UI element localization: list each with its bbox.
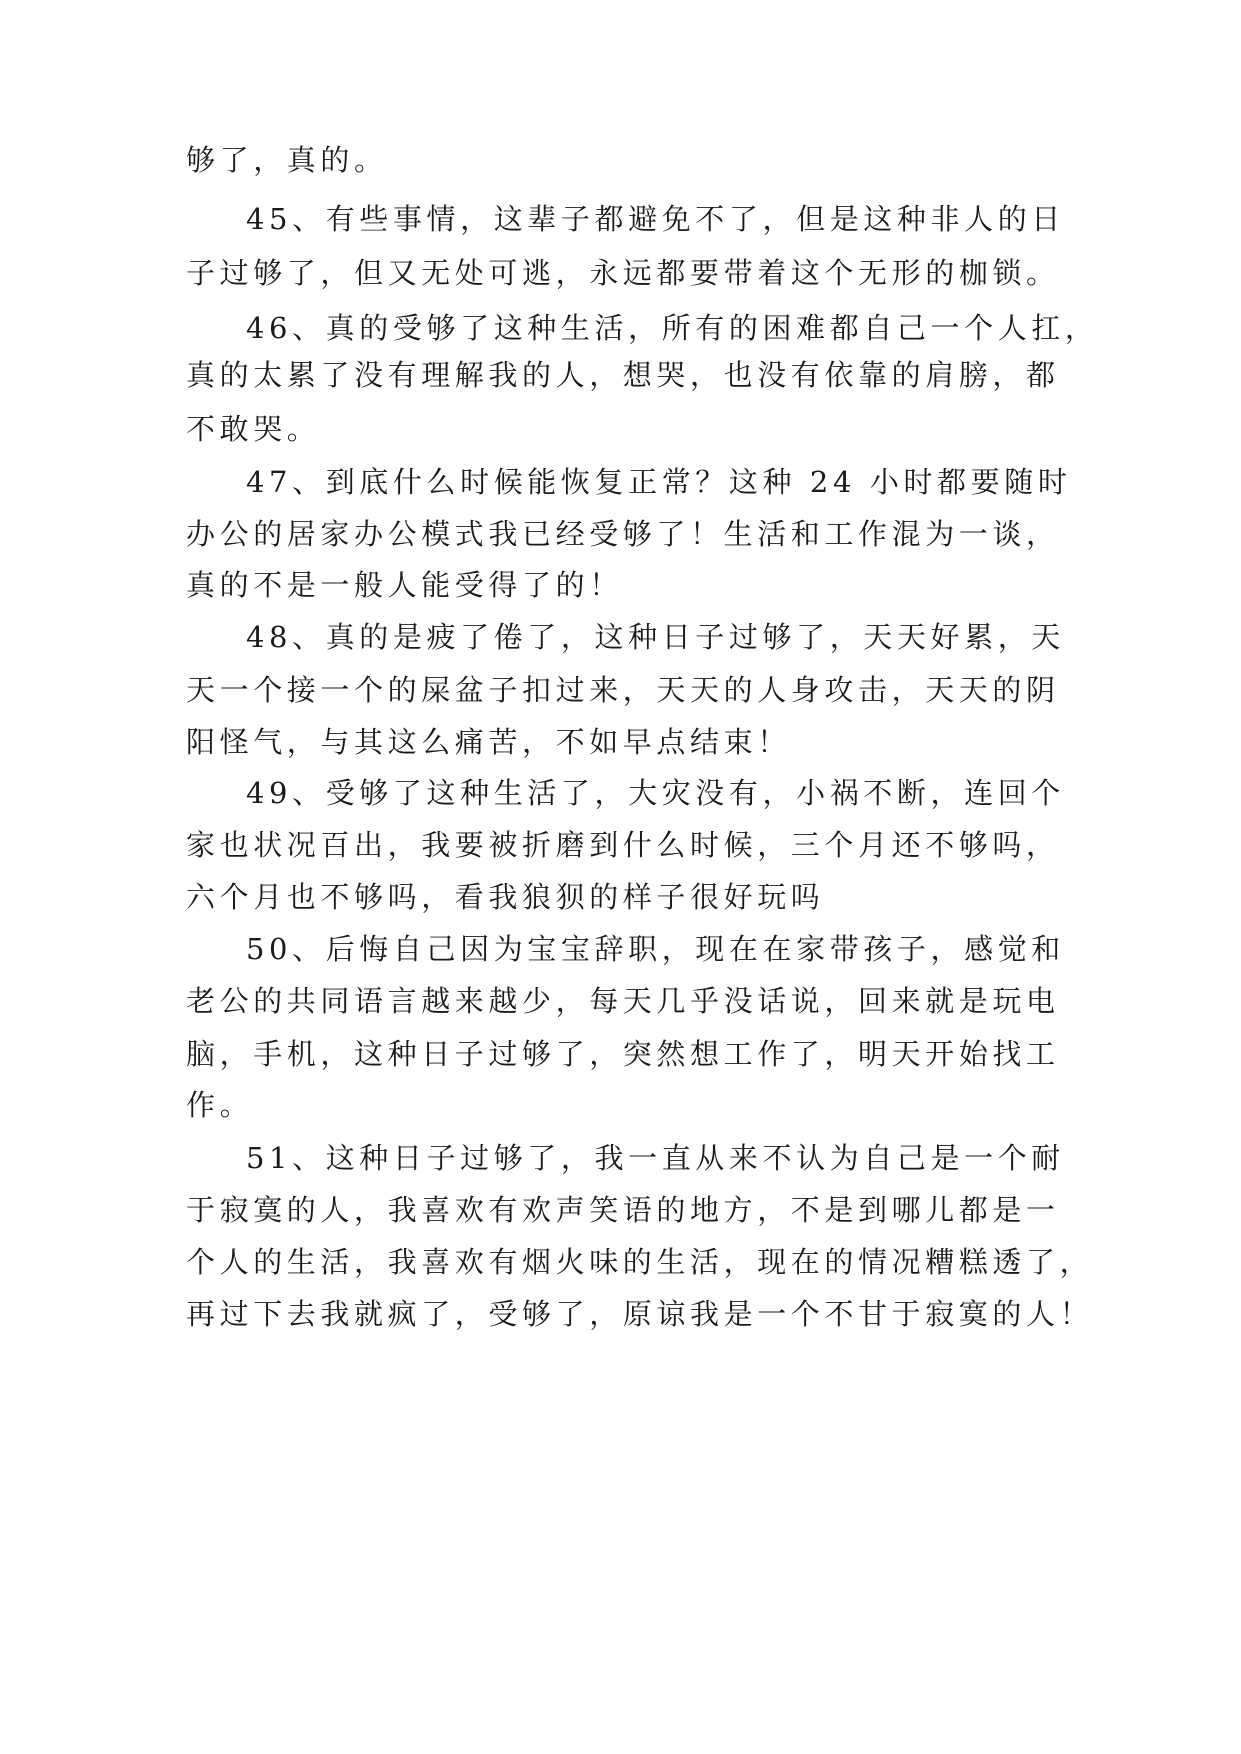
paragraph-47-line-1: 47、到底什么时候能恢复正常？这种 24 小时都要随时 <box>246 465 1072 499</box>
paragraph-45-line-2: 子过够了，但又无处可逃，永远都要带着这个无形的枷锁。 <box>186 256 1060 290</box>
paragraph-50-line-1: 50、后悔自己因为宝宝辞职，现在在家带孩子，感觉和 <box>246 932 1065 966</box>
paragraph-51-line-2: 于寂寞的人，我喜欢有欢声笑语的地方，不是到哪儿都是一 <box>186 1193 1060 1227</box>
paragraph-50-line-3: 脑，手机，这种日子过够了，突然想工作了，明天开始找工 <box>186 1037 1060 1071</box>
paragraph-48-line-2: 天一个接一个的屎盆子扣过来，天天的人身攻击，天天的阴 <box>186 673 1060 707</box>
paragraph-48-line-3: 阳怪气，与其这么痛苦，不如早点结束！ <box>186 725 791 759</box>
paragraph-51-line-1: 51、这种日子过够了，我一直从来不认为自己是一个耐 <box>246 1141 1065 1175</box>
paragraph-46-line-3: 不敢哭。 <box>186 412 321 446</box>
paragraph-49-line-1: 49、受够了这种生活了，大灾没有，小祸不断，连回个 <box>246 776 1065 810</box>
paragraph-47-line-3: 真的不是一般人能受得了的！ <box>186 568 623 602</box>
paragraph-46-line-1: 46、真的受够了这种生活，所有的困难都自己一个人扛， <box>246 311 1099 345</box>
paragraph-45-line-1: 45、有些事情，这辈子都避免不了，但是这种非人的日 <box>246 202 1065 236</box>
paragraph-51-line-4: 再过下去我就疯了，受够了，原谅我是一个不甘于寂寞的人！ <box>186 1297 1094 1331</box>
text-line: 够了，真的。 <box>186 143 388 177</box>
paragraph-51-line-3: 个人的生活，我喜欢有烟火味的生活，现在的情况糟糕透了， <box>186 1245 1094 1279</box>
paragraph-50-line-4: 作。 <box>186 1088 254 1122</box>
paragraph-49-line-3: 六个月也不够吗，看我狼狈的样子很好玩吗 <box>186 880 825 914</box>
paragraph-47-line-2: 办公的居家办公模式我已经受够了！生活和工作混为一谈， <box>186 517 1060 551</box>
paragraph-48-line-1: 48、真的是疲了倦了，这种日子过够了，天天好累，天 <box>246 620 1065 654</box>
paragraph-50-line-2: 老公的共同语言越来越少，每天几乎没话说，回来就是玩电 <box>186 984 1060 1018</box>
paragraph-49-line-2: 家也状况百出，我要被折磨到什么时候，三个月还不够吗， <box>186 828 1060 862</box>
paragraph-46-line-2: 真的太累了没有理解我的人，想哭，也没有依靠的肩膀，都 <box>186 358 1060 392</box>
